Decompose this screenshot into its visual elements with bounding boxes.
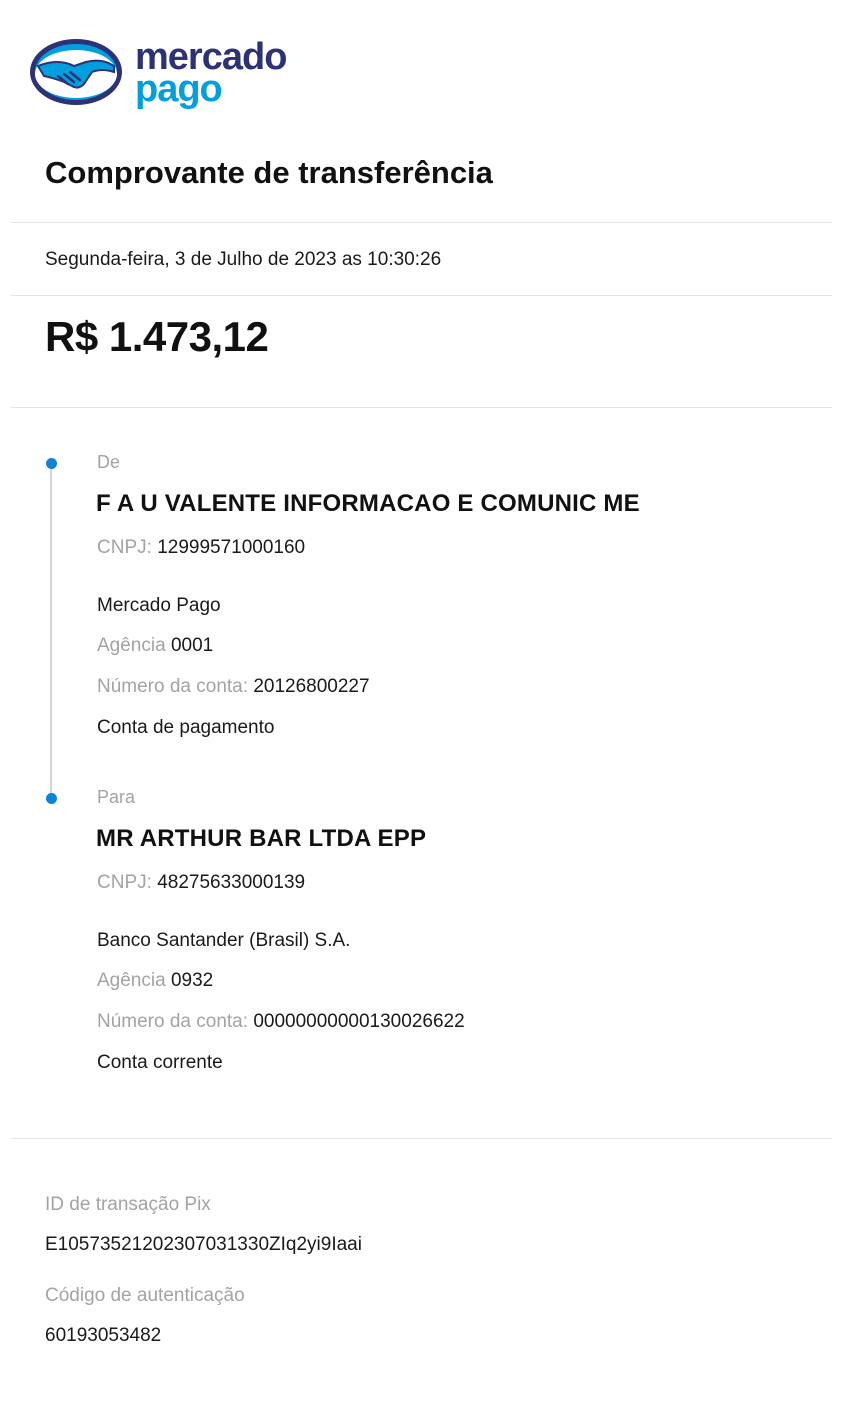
to-section-label: Para — [97, 787, 136, 807]
timeline-line — [50, 464, 52, 798]
from-bank: Mercado Pago — [97, 595, 221, 616]
to-cnpj — [97, 872, 305, 894]
handshake-icon — [28, 36, 124, 108]
account-label: Número da conta: — [97, 1011, 249, 1032]
agency-label: Agência — [97, 635, 166, 656]
mercado-pago-logo — [28, 34, 298, 114]
agency-value: 0932 — [170, 970, 214, 991]
account-value: 20126800227 — [253, 676, 370, 697]
divider — [11, 407, 832, 408]
cnpj-label: CNPJ: — [97, 537, 152, 558]
cnpj-label: CNPJ: — [97, 872, 152, 893]
account-value: 00000000000130026622 — [253, 1011, 465, 1032]
to-account-type: Conta corrente — [97, 1052, 223, 1073]
from-cnpj — [97, 537, 305, 559]
logo-word-pago: pago — [135, 68, 222, 110]
from-account-type: Conta de pagamento — [97, 717, 275, 738]
from-account — [97, 676, 370, 698]
from-section-label: De — [97, 452, 121, 472]
logo-word-mercado: mercado — [135, 36, 287, 78]
transfer-date: Segunda-feira, 3 de Julho de 2023 as 10:30:26 — [45, 249, 442, 270]
cnpj-value: 48275633000139 — [157, 872, 306, 893]
auth-code-label: Código de autenticação — [45, 1285, 245, 1306]
pix-id-label: ID de transação Pix — [45, 1194, 211, 1215]
divider — [11, 222, 832, 223]
page-title: Comprovante de transferência — [45, 155, 493, 190]
pix-id-value: E10573521202307031330ZIq2yi9Iaai — [45, 1234, 362, 1255]
to-bank: Banco Santander (Brasil) S.A. — [97, 930, 351, 951]
transfer-amount: R$ 1.473,12 — [45, 313, 269, 360]
to-account — [97, 1011, 465, 1033]
agency-value: 0001 — [170, 635, 214, 656]
to-agency — [97, 970, 213, 992]
divider — [11, 1138, 832, 1139]
account-label: Número da conta: — [97, 676, 249, 697]
agency-label: Agência — [97, 970, 166, 991]
timeline-dot-to — [46, 793, 57, 804]
cnpj-value: 12999571000160 — [157, 537, 306, 558]
divider — [11, 295, 832, 296]
to-name: MR ARTHUR BAR LTDA EPP — [96, 825, 427, 852]
from-agency — [97, 635, 213, 657]
timeline-dot-from — [46, 458, 57, 469]
from-name: F A U VALENTE INFORMACAO E COMUNIC ME — [96, 490, 640, 517]
auth-code-value: 60193053482 — [45, 1325, 162, 1346]
